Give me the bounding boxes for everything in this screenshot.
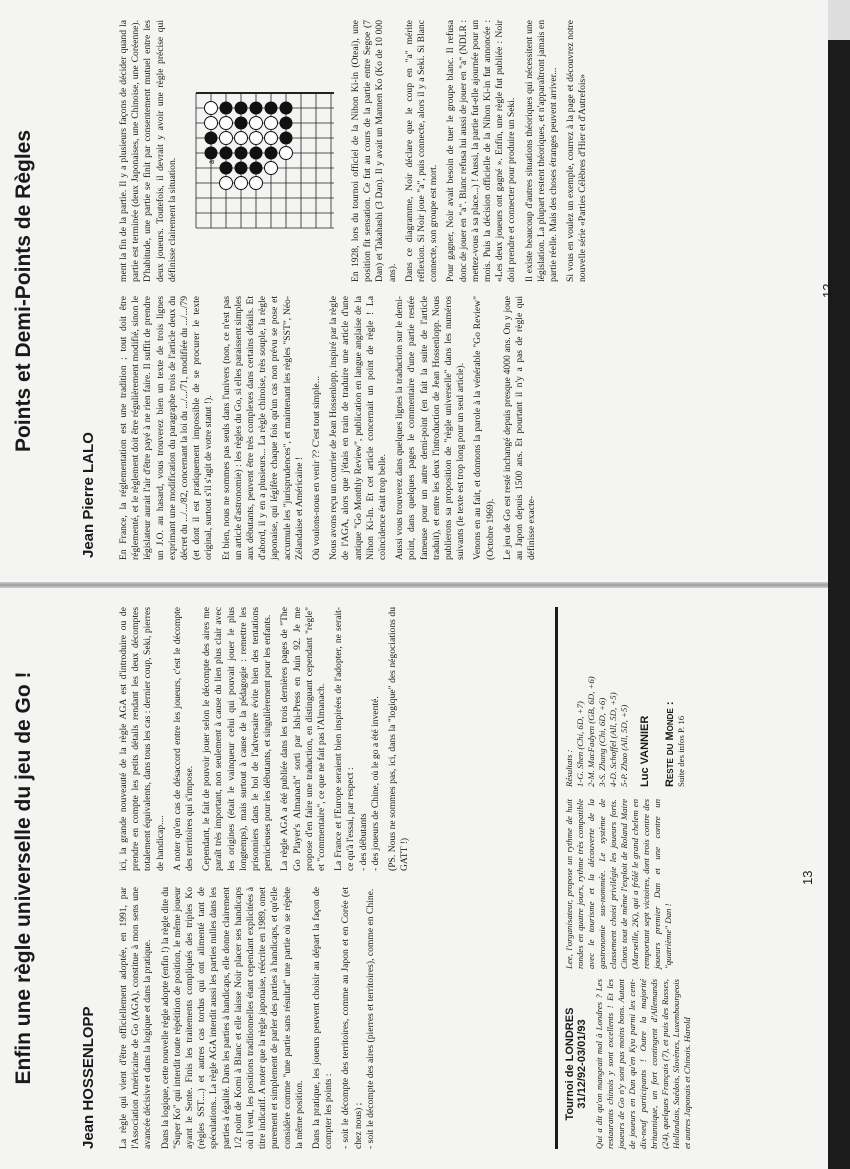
point-a-label: a: [206, 160, 216, 164]
result-item: 5-P. Zhao (All, 5D, +5): [619, 704, 629, 787]
paragraph: La règle qui vient d'être officiellement adoptée, en 1991, par l'Association Américaine de Go (AGA), constitue à mon sens une avancée décisive et dans la logique et dans la pratique.: [118, 887, 154, 1149]
result-item: 4-D. Schoffel (All, 5D, +5): [608, 692, 618, 787]
results-label: Résultats :: [564, 749, 574, 787]
paragraph: Le jeu de Go est resté inchangé depuis presque 4000 ans. On y joue au Japon depuis 1500 ans. Et pourtant il n'y a pas de règle qui définisse exacte-: [501, 296, 538, 560]
paragraph: Où voulons-nous en venir ?? C'est tout simple...: [311, 376, 323, 560]
tournament-results: [564, 607, 687, 787]
paragraph: Si vous en voulez un exemple, courrez à la page et découvrez notre nouvelle série «Parties Célèbres d'Hier et d'Autrefois»: [565, 20, 589, 282]
paragraph: (PS. Nous ne sommes pas, ici, dans la "logique" des négociations du GATT !): [387, 607, 411, 871]
page-number: 12: [820, 283, 835, 298]
paragraph: Cependant, le fait de pouvoir jouer selon le décompte des aires me paraît très important, non seulement à cause du lien plus clair avec les origines (était le vainqueur celui qui pouvait jouer le plus longtemps), mais surtout à cause de la pédagogie : remettre les prisonniers dans le bol de l'adversaire évite bien des tentations pernicieuses pour les débutants, et singulièrement pour les enfants.: [201, 607, 274, 871]
tournament-text-1: Qui a dit qu'on mangeait mal à Londres ? Les restaurants chinois y sont excellents ! Et les joueurs de Go n'y sont pas moins bons. Autant de joueurs en Dan qu'en Kyu parmi les cent-dix-neuf participants ! Outre la majorité britannique, un fort contingent d'Allemands (24), quelques Français (7), et puis des Russes, Hollandais, Suédois, Slovènes, Luxembourgeois et autres Japonais et Chinois. Harold: [594, 979, 692, 1149]
author-name: Jean Pierre LALO: [80, 432, 97, 558]
tournament-text-2: Lee, l'organisateur, propose un rythme de huit rondes en quatre jours, rythme très compatible avec le tourisme et la découverte de la gastronomie sus-nommée. Le système de classement choisi privilégie les joueurs forts. Citons tout de même l'exploit de Roland Maire (Marseille, 2K), qui a frôlé le grand chelem en remportant sept victoires, dont trois contre des joueurs premier Dan et une contre un "quatrième" Dan !: [564, 799, 673, 969]
article-column-2-bottom: [350, 20, 595, 282]
article-column-2-top: ment la fin de la partie. Il y a plusieurs façons de décider quand la partie est terminée (deux Japonaises, une Chinoise, une Coréenne). D'habitude, une partie se finit par consentement mutuel entre les deux joueurs. Toutefois, il devrait y avoir une règle précise qui définisse clairement la situation.: [118, 20, 178, 282]
article-column-1: [118, 296, 544, 560]
tournament-title: Tournoi de LONDRES: [564, 1007, 576, 1121]
paragraph: En 1928, lors du tournoi officiel de la Nihon Ki-in (Oteai), une position fit sensation. Ce fut au cours de la partie entre Segoe (7 Dan) et Takahashi (3 Dan). Il y avait un Mannen Ko (Ko de 10 000 ans).: [350, 20, 398, 282]
paragraph: Et bien, nous ne sommes pas seuls dans l'univers (non, ce n'est pas un article d'astronomie) : les règles du Go, si elles paraissent simples aux débutants, peuvent être très complexes dans certains détails. Et d'abord, il y en a plusieurs... La règle chinoise, très souple, la règle japonaise, qui légifère chaque fois qu'un cas non prévu se pose et accumule les "jurisprudences", et maintenant les règles "SST", Néo-Zélandaise et Américaine !: [220, 296, 305, 560]
white-stones: [205, 102, 293, 190]
paragraph: ici, la grande nouveauté de la règle AGA est d'introduire ou de prendre en compte les petits détails rendant les deux décomptes totalement équivalents, dans tous les cas : dernier coup, Seki, pierres de handicap....: [118, 607, 166, 871]
paragraph: Venons en au fait, et donnons la parole à la vénérable "Go Review" (Octobre 1969).: [472, 296, 496, 560]
paragraph: La France et l'Europe seraient bien inspirées de l'adopter, ne serait-ce qu'à l'essai, par respect :: [333, 607, 357, 871]
go-board-diagram: [190, 84, 340, 234]
article-column-1: [118, 887, 382, 1149]
paragraph: Dans la pratique, les joueurs peuvent choisir au départ la façon de compter les points :: [311, 887, 335, 1149]
paragraph: Pour gagner, Noir avait besoin de tuer le groupe blanc. Il refusa donc de jouer en "a". Blanc refusa lui aussi de jouer en "a" (NDLR : mettez-vous à sa place...) ! Aussi, la partie fut-elle ajournée pour un mois. Puis la décision officielle de la Nihon Ki-in fut annoncée : «Les deux joueurs ont gagné ». Enfin, une règle fut publiée : Noir doit prendre et connecter pour produire un Seki.: [445, 20, 518, 282]
tournament-dates: 31/12/92-03/01/93: [576, 1019, 588, 1109]
result-item: 3-S. Zhang (Chi, 6D, +6): [597, 697, 607, 787]
rest-of-world-title: Reste du Monde :: [664, 701, 676, 787]
paragraph: Il existe beaucoup d'autres situations théoriques qui nécessitent une législation. La plupart restent théoriques, et n'apparaîtront jamais en partie réelle. Mais des choses étranges peuvent arriver...: [523, 20, 560, 282]
rest-of-world-note: Suite des infos P. 16: [676, 715, 686, 787]
author-name: Jean HOSSENLOPP: [80, 1006, 97, 1149]
paragraph: A noter qu'en cas de désaccord entre les joueurs, c'est le décompte des territoires qui s'impose.: [171, 607, 196, 871]
paragraph: - soit le décompte des territoires, comme au Japon et en Corée (et chez nous) ;: [340, 887, 364, 1149]
paragraph: Dans ce diagramme, Noir déclare que le coup en "a" mérite réflexion. Si Noir joue "a", puis connecte, alors il y a Seki. Si Blanc connecte, son groupe est mort.: [403, 20, 440, 282]
paragraph: - des joueurs de Chine, où le go a été inventé.: [369, 696, 381, 871]
result-item: 1-G. Shen (Chi, 6D, +7): [575, 701, 585, 787]
paragraph: Dans la logique, cette nouvelle règle adopte (enfin !) la règle dite du "Super Ko" qui interdit toute répétition de position, le même joueur ayant le Sente. Finis les traitements compliqués des triples Ko (règles SST....) et autres cas tordus qui ont alimenté tant de spéculations.. La règle AGA interdit aussi les parties nulles dans les parties à égalité. Dans les parties à handicaps, elle donne clairement 1/2 point de Komi à Blanc et elle laisse Noir placer ses handicaps où il veut, les positions traditionnelles étant cependant explicitées à titre indicatif. A noter que la règle japonaise, réécrite en 1989, omet purement et simplement de parler des parties à handicaps, et qu'elle considère comme "une partie sans résultat" une partie où se répète la même position.: [159, 887, 305, 1149]
signature: Luc VANNIER: [639, 715, 651, 787]
article-column-2: [118, 607, 416, 871]
paragraph: En France, la réglementation est une tradition ; tout doit être réglementé, et le règlement doit être régulièrement modifié, sinon le législateur aurait l'air d'être payé à ne rien faire. Il suffit de prendre un J.O. au hasard, vous trouverez bien un texte de trois lignes exprimant une modification du paragraphe trois de l'article deux du décret du .../.../82, concernant la loi du .../.../71, modifiée du .../.../79 (et dont il est pratiquement impossible de se procurer le texte original, surtout s'il s'agit de votre statut !).: [118, 296, 215, 560]
result-item: 2-M. MacFadyen (GB, 6D, +6): [586, 676, 596, 787]
paragraph: - des débutants: [357, 813, 369, 871]
page-12: [0, 0, 850, 582]
paragraph: Nous avons reçu un courrier de Jean Hossenlopp, inspiré par la règle de l'AGA, alors que j'étais en train de traduire une article d'une antique "Go Monthly Review", publication en langue anglaise de la Nihon Ki-In. Et cet article concernait un point de règle ! La coïncidence était trop belle.: [328, 296, 389, 560]
paragraph: La règle AGA a été publiée dans les trois dernières pages de "The Go Player's Almanach" sorti par Ishi-Press en Juin 92. Je me propose d'en faire une traduction, en distinguant cependant "règle" et "commentaire", ce que ne fait pas l'Almanach.: [279, 607, 328, 871]
paragraph: Aussi vous trouverez dans quelques lignes la traduction sur le demi-point, dans quelques pages le commentaire d'une partie restée fameuse pour un autre demi-point (en fait la suite de l'article traduit), et entre les deux l'introduction de Jean Hossenlopp. Nous publierons sa proposition de "règle universelle" dans les numéros suivants (le texte est trop long pour un seul article).: [394, 296, 467, 560]
page-title: Points et Demi-Points de Règles: [12, 129, 35, 453]
page-number: 13: [800, 870, 815, 885]
page-13: [0, 587, 850, 1169]
tournament-box: [555, 607, 692, 1149]
paragraph: - soit le décompte des aires (pierres et territoires), comme en Chine.: [364, 888, 376, 1149]
page-title: Enfin une règle universelle du jeu de Go !: [12, 671, 35, 1085]
